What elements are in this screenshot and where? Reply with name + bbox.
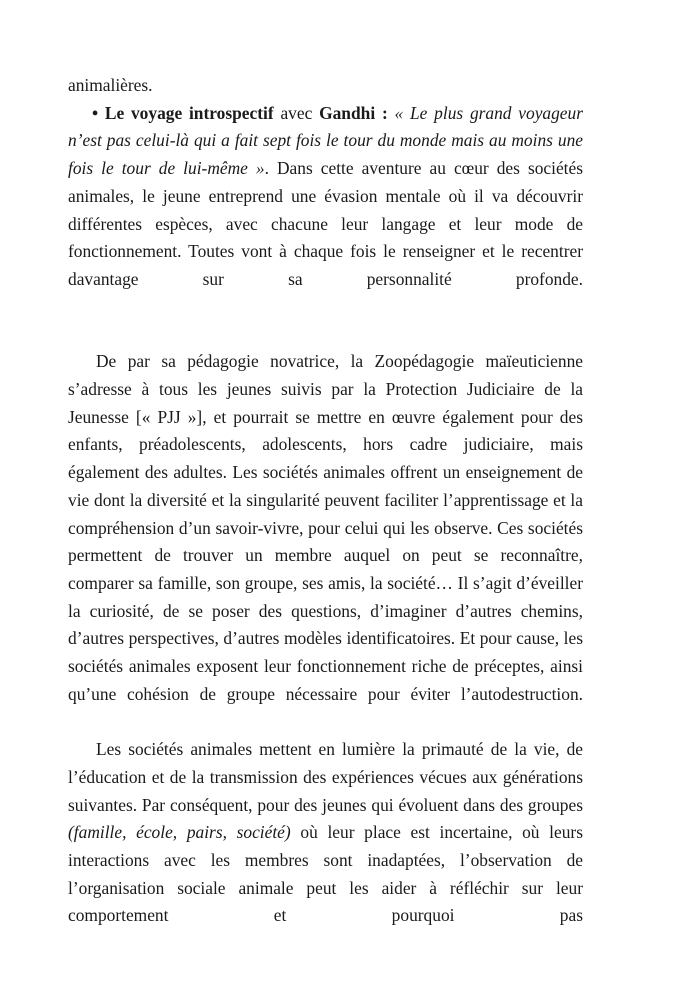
bullet-bold-lead: Le voyage introspectif xyxy=(104,102,274,123)
paragraph-societes-part-b: où leur place est incertaine, où leurs interactions avec les membres sont inadaptées, l’observation de l’organisation sociale animale peut les aider à réfléchir sur leur comportement et pourquoi pas xyxy=(68,822,583,926)
bullet-middle-text: avec xyxy=(273,102,320,123)
paragraph-societes-animales xyxy=(68,736,583,958)
bullet-icon: • xyxy=(92,102,99,123)
carryover-line xyxy=(68,72,583,100)
bullet-paragraph xyxy=(68,100,583,322)
groupes-italic-span: (famille, école, pairs, société) xyxy=(68,822,291,843)
text-column xyxy=(68,72,583,958)
paragraph-pedagogie-text: De par sa pédagogie novatrice, la Zoopédagogie maïeuticienne s’adresse à tous les jeunes suivis par la Protection Judiciaire de la Jeunesse [« PJJ »], et pourrait se mettre en œuvre également pour des enfants, préadolescents, adolescents, hors cadre judiciaire, mais également des adultes. Les sociétés animales offrent un enseignement de vie dont la diversité et la singularité peuvent faciliter l’apprentissage et la compréhension d’un savoir-vivre, pour celui qui les observe. Ces sociétés permettent de trouver un membre auquel on peut se reconnaître, comparer sa famille, son groupe, ses amis, la société… Il s’agit d’éveiller la curiosité, de se poser des questions, d’imaginer d’autres chemins, d’autres perspectives, d’autres modèles identificatoires. Et pour cause, les sociétés animales exposent leur fonctionnement riche de préceptes, ainsi qu’une cohésion de groupe nécessaire pour éviter l’autodestruction. xyxy=(68,351,583,704)
bullet-colon: : xyxy=(375,102,388,123)
bullet-bold-name: Gandhi xyxy=(319,102,376,123)
carryover-text: animalières. xyxy=(68,75,153,95)
gandhi-quote: « Le plus grand voyageur n’est pas celui-là qui a fait sept fois le tour du monde mais au moins une fois le tour de lui-même » xyxy=(68,102,583,179)
paragraph-societes-part-a: Les sociétés animales mettent en lumière la primauté de la vie, de l’éducation et de la transmission des expériences vécues aux générations suivantes. Par conséquent, pour des jeunes qui évoluent dans des groupes xyxy=(68,739,583,815)
bullet-rest-text: . Dans cette aventure au cœur des sociétés animales, le jeune entreprend une évasion mentale où il va découvrir différentes espèces, avec chacune leur langage et leur mode de fonctionnement. Toutes vont à chaque fois le renseigner et le recentrer davantage sur sa personnalité profonde. xyxy=(68,158,583,289)
spacer-after-bullet xyxy=(98,103,105,123)
paragraph-pedagogie xyxy=(68,348,583,736)
